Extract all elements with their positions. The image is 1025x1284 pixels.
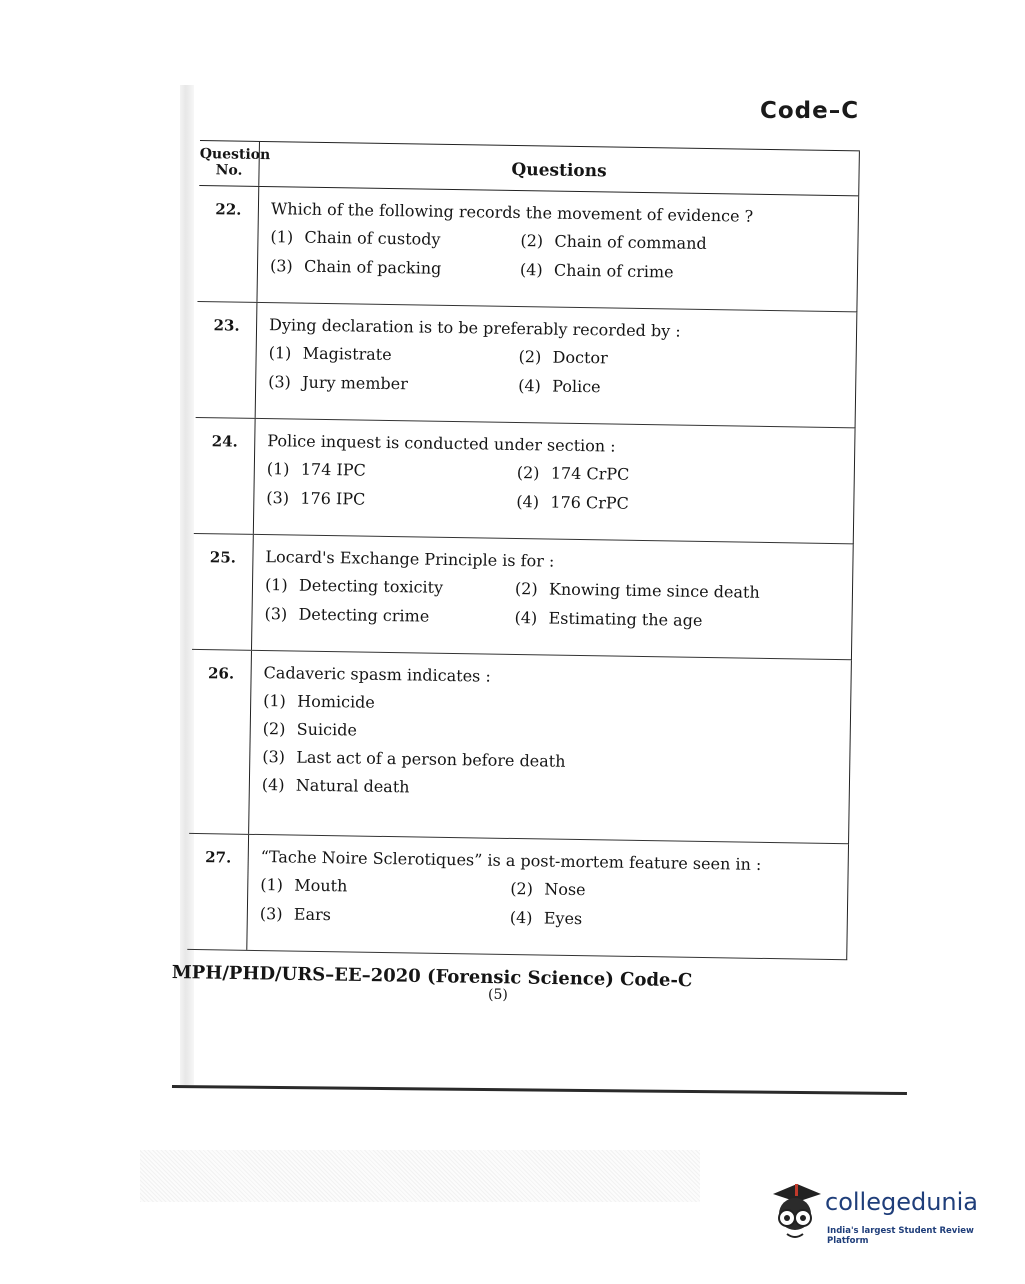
question-row — [194, 418, 856, 544]
brand-tagline: India's largest Student Review Platform — [827, 1226, 974, 1246]
options — [268, 343, 856, 400]
option: (4) Estimating the age — [514, 608, 703, 630]
option: (3) Ears — [259, 904, 332, 925]
page-bottom-edge — [172, 1085, 907, 1095]
code-label: Code–C — [760, 98, 860, 124]
option: (4) 176 CrPC — [516, 492, 630, 513]
option: (1) Detecting toxicity — [264, 575, 444, 597]
question-number: 27. — [187, 834, 249, 950]
question-number: 26. — [189, 650, 252, 834]
options — [264, 575, 852, 632]
option: (3) Last act of a person before death — [262, 747, 566, 771]
option: (1) Mouth — [260, 875, 348, 896]
question-text: Locard's Exchange Principle is for : — [265, 547, 555, 571]
question-number: 24. — [194, 418, 256, 534]
option: (4) Natural death — [261, 775, 410, 797]
question-number: 23. — [196, 302, 258, 418]
option: (2) 174 CrPC — [516, 463, 630, 484]
collegedunia-watermark — [767, 1180, 997, 1250]
question-row — [196, 302, 858, 428]
question-number: 22. — [197, 186, 259, 302]
option: (3) 176 IPC — [266, 488, 366, 509]
brand-name: collegedunia — [825, 1188, 979, 1216]
options — [262, 691, 851, 803]
question-number: 25. — [192, 534, 254, 650]
option: (2) Nose — [510, 878, 586, 900]
option: (2) Chain of command — [520, 231, 707, 253]
option: (3) Chain of packing — [269, 256, 442, 278]
mascot-logo-icon — [767, 1180, 823, 1246]
question-row — [187, 834, 849, 960]
option: (2) Knowing time since death — [514, 579, 760, 602]
option: (1) 174 IPC — [266, 459, 366, 480]
option: (4) Police — [518, 376, 601, 397]
option: (2) Suicide — [262, 719, 358, 740]
option: (1) Magistrate — [268, 343, 392, 365]
option: (4) Chain of crime — [519, 260, 674, 282]
option: (3) Jury member — [268, 372, 409, 394]
question-text: Police inquest is conducted under section : — [267, 431, 616, 456]
header-questions: Questions — [259, 142, 860, 195]
exam-code-footer: MPH/PHD/URS–EE–2020 (Forensic Science) Code-C — [171, 962, 693, 992]
options — [266, 459, 854, 516]
option: (3) Detecting crime — [264, 604, 430, 626]
question-row — [197, 186, 859, 312]
page-number: (5) — [488, 987, 508, 1003]
question-row — [192, 534, 854, 660]
option: (1) Chain of custody — [270, 227, 441, 249]
question-text: “Tache Noire Sclerotiques” is a post-mortem feature seen in : — [260, 847, 762, 874]
option: (4) Eyes — [509, 907, 583, 929]
question-row — [189, 650, 852, 844]
option: (2) Doctor — [518, 347, 608, 368]
header-question-no: Question No. — [199, 141, 260, 186]
options — [260, 875, 848, 932]
question-text: Dying declaration is to be preferably recorded by : — [268, 315, 681, 341]
question-text: Cadaveric spasm indicates : — [263, 663, 491, 686]
option: (1) Homicide — [263, 691, 376, 712]
question-text: Which of the following records the movement of evidence ? — [270, 199, 754, 226]
options — [270, 227, 858, 284]
scan-noise — [140, 1150, 700, 1202]
question-table — [187, 140, 860, 980]
